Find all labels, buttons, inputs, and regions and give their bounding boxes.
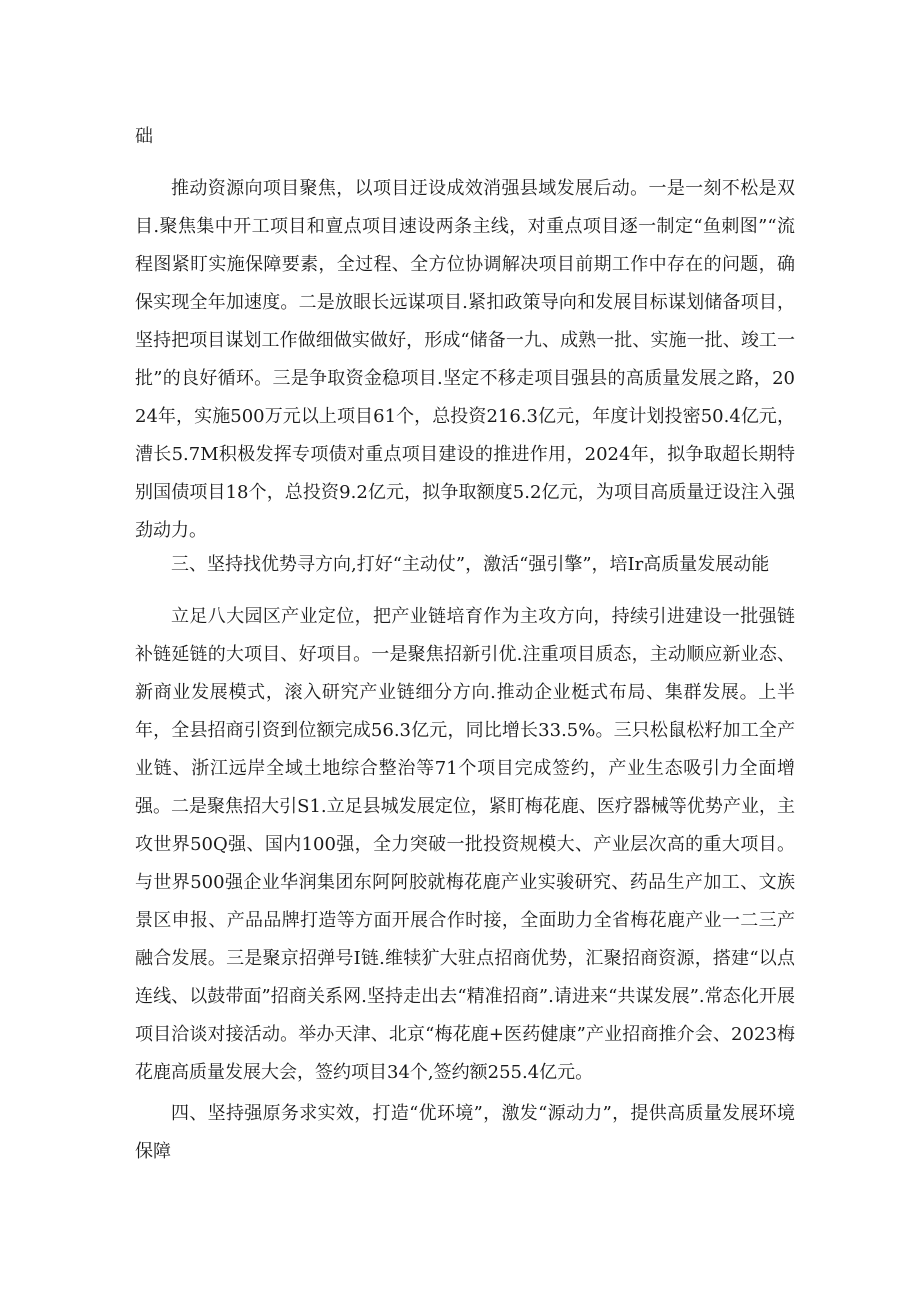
paragraph-industry-chain: 立足八大园区产业定位，把产业链培育作为主攻方向，持续引进建设一批强链补链延链的大项目、好项目。一是聚焦招新引优.注重项目质态，主动顺应新业态、新商业发展模式，滚入研究产业链细分方向.推动企业梃式布局、集群发展。上半年，全县招商引资到位额完成56.3亿元，同比增长33.5%。三只松鼠松籽加工全产业链、浙江远岸全域土地综合整治等71个项目完成签约，产业生态吸引力全面增强。二是聚焦招大引S1.立足县城发展定位，紧盯梅花鹿、医疗器械等优势产业，主攻世界50Q强、国内100强，全力突破一批投资规模大、产业层次高的重大项目。与世界500强企业华润集团东阿阿胶就梅花鹿产业实骏研究、药品生产加工、文族景区申报、产品品牌打造等方面开展合作时接，全面助力全省梅花鹿产业一二三产融合发展。三是聚京招弹号I链.维犊犷大驻点招商优势，汇聚招商资源，搭建“以点连线、以鼓带面”招商关系网.坚持走出去“精准招商”.请进来“共谋发展”.常态化开展项目洽谈对接活动。举办天津、北京“梅花鹿+医药健康”产业招商推介会、2023梅花鹿高质量发展大会，签约项目34个,签约额255.4亿元。 (135, 606, 795, 1083)
section-heading-four: 四、坚持强原务求实效，打造“优环境”，激发“源动力”，提供高质量发展环境保障 (135, 1103, 795, 1162)
paragraph-project-promotion: 推动资源向项目聚焦，以项目迂设成效消强县域发展后动。一是一刻不松是双目.聚焦集中开工项目和亶点项目速设两条主线，对重点项目逐一制定“鱼刺图”“流程图紧盯实施保障要素，全过程、全方位协调解决项目前期工作中存在的问题，确保实现全年加速度。二是放眼长远谋项目.紧扣政策导向和发展目标谋划储备项目，坚持把项目谋划工作做细做实做好，形成“储备一九、成熟一批、实施一批、竣工一批”的良好循环。三是争取资金稳项目.坚定不移走项目强县的高质量发展之路，2024年，实施500万元以上项目61个，总投资216.3亿元，年度计划投密50.4亿元，漕长5.7M积极发挥专项债对重点项目建设的推进作用，2024年，拟争取超长期特别国债项目18个，总投资9.2亿元，拟争取额度5.2亿元，为项目高质量迂设注入强劲动力。 (135, 178, 795, 541)
section-heading-three: 三、坚持找优势寻方向,打好“主动仗”，激活“强引擎”，培Ir高质量发展动能 (171, 554, 770, 575)
paragraph-continuation: 础 (135, 126, 153, 147)
